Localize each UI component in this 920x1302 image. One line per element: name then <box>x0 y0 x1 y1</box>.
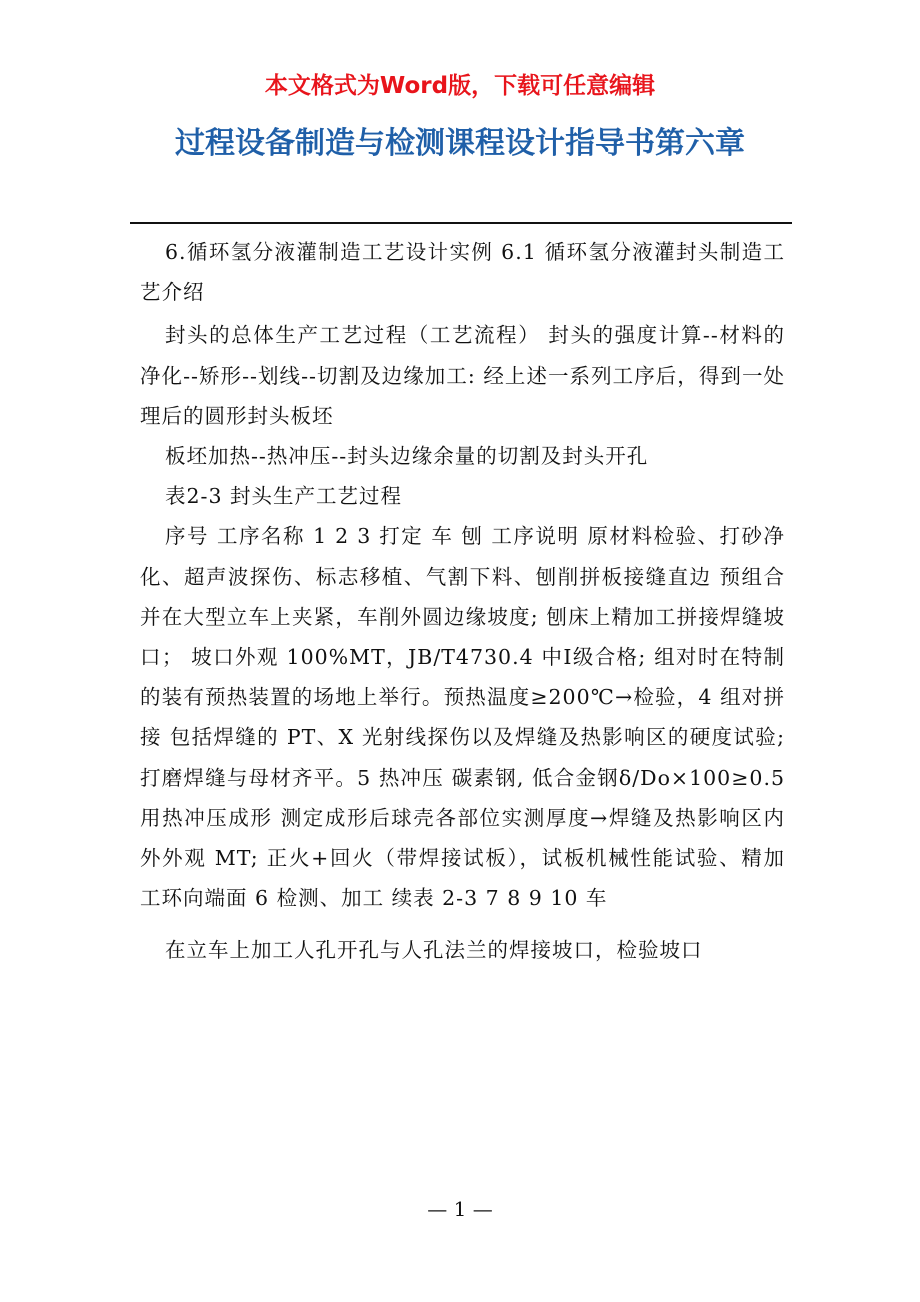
document-body <box>140 232 785 971</box>
paragraph-intro: 6.循环氢分液灌制造工艺设计实例 6.1 循环氢分液灌封头制造工艺介绍 <box>140 240 785 305</box>
paragraph-process-flow: 封头的总体生产工艺过程（工艺流程） 封头的强度计算--材料的净化--矫形--划线--切割及边缘加工: 经上述一系列工序后，得到一处理后的圆形封头板坯 <box>140 323 785 428</box>
document-title: 过程设备制造与检测课程设计指导书第六章 <box>175 126 745 161</box>
paragraph-process-table: 序号 工序名称 1 2 3 打定 车 刨 工序说明 原材料检验、打砂净化、超声波探伤、标志移植、气割下料、刨削拼板接缝直边 预组合并在大型立车上夹紧，车削外圆边缘坡度; 刨床上精加工拼接焊缝坡口； 坡口外观 100%MT，JB/T4730.4 中Ⅰ级合格; 组对时在特制的装有预热装置的场地上举行。预热温度≥200℃→检验，4 组对拼接 包括焊缝的 PT、X 光射线探伤以及焊缝及热影响区的硬度试验; 打磨焊缝与母材齐平。5 热冲压 碳素钢, 低合金钢δ/Do×100≥0.5 用热冲压成形 测定成形后球壳各部位实测厚度→焊缝及热影响区内外外观 MT; 正火+回火（带焊接试板），试板机械性能试验、精加工环向端面 6 检测、加工 续表 2-3 7 8 9 10 车 <box>140 524 785 911</box>
paragraph-heating: 板坯加热--热冲压--封头边缘余量的切割及封头开孔 <box>165 444 649 469</box>
download-notice: 本文格式为Word版，下载可任意编辑 <box>264 73 656 99</box>
paragraph-manhole: 在立车上加工人孔开孔与人孔法兰的焊接坡口，检验坡口 <box>165 938 703 963</box>
title-divider <box>130 222 792 224</box>
page-number: — 1 — <box>427 1197 493 1221</box>
paragraph-table-caption: 表2-3 封头生产工艺过程 <box>165 484 403 509</box>
